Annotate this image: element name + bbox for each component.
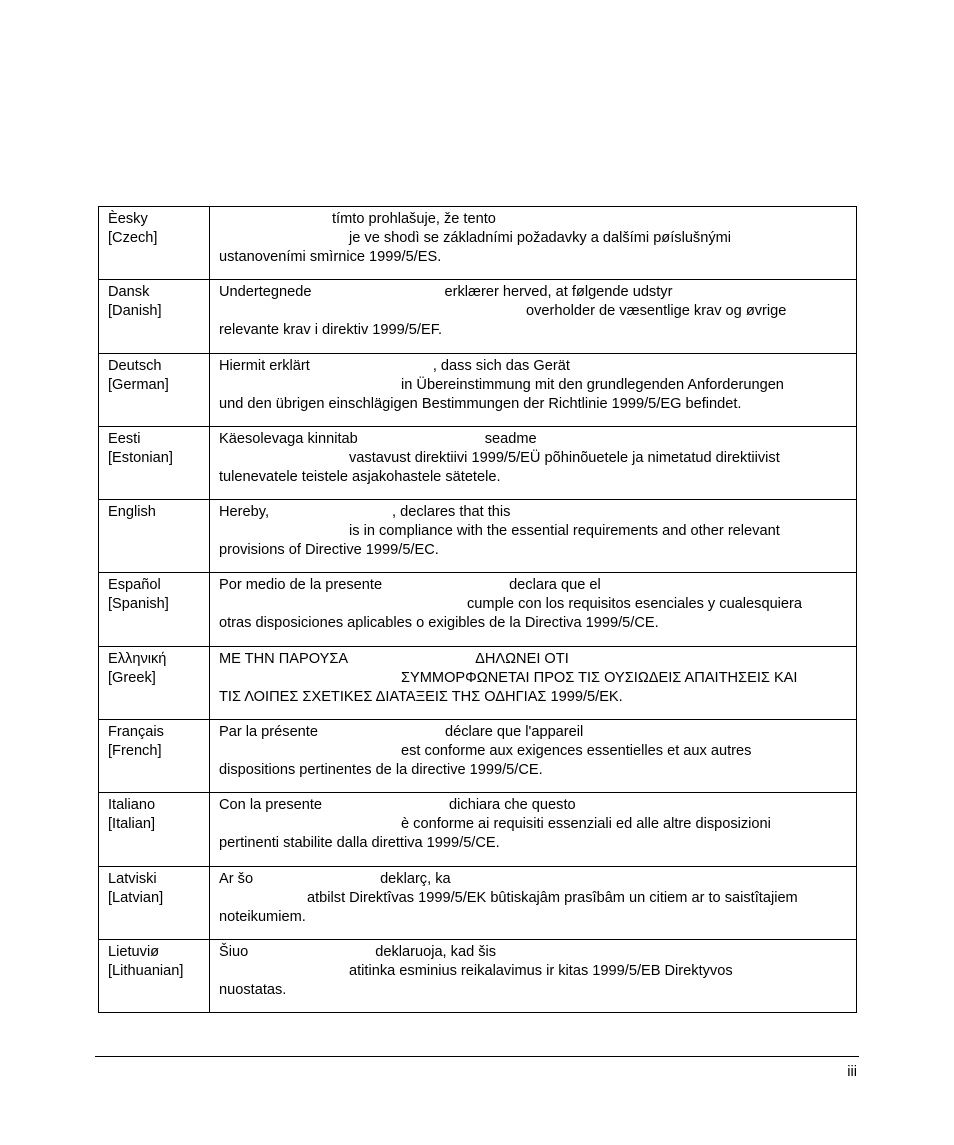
table-row: [99, 793, 857, 866]
table-row: [99, 573, 857, 646]
declaration-text-cell: [210, 720, 857, 793]
declaration-text: deklarç, ka: [380, 870, 451, 887]
declaration-line-2: [219, 376, 848, 395]
page-number: iii: [847, 1064, 857, 1080]
declaration-text: Par la présente: [219, 724, 318, 741]
declaration-text: ΜΕ ΤΗΝ ΠΑΡΟΥΣΑ: [219, 650, 349, 667]
declaration-line-2: [219, 449, 848, 468]
declaration-line-3: provisions of Directive 1999/5/EC.: [219, 542, 439, 559]
declaration-line-2: [219, 595, 848, 614]
declaration-text: is in compliance with the essential requirements and other relevant: [349, 523, 780, 540]
declaration-text: è conforme ai requisiti essenziali ed alle altre disposizioni: [401, 816, 771, 833]
declaration-of-conformity-table: [98, 206, 857, 1013]
declaration-text: ΣΥΜΜΟΡΦΩΝΕΤΑΙ ΠΡΟΣ ΤΙΣ ΟΥΣΙΩΔΕΙΣ ΑΠΑΙΤΗΣΕΙΣ ΚΑΙ: [401, 669, 798, 686]
language-english-name: [German]: [108, 376, 169, 393]
declaration-line-1: [219, 430, 848, 449]
declaration-text: déclare que l'appareil: [444, 724, 584, 741]
declaration-line-3: ustanoveními smìrnice 1999/5/ES.: [219, 249, 442, 265]
declaration-text: Hiermit erklärt: [219, 357, 310, 374]
declaration-line-3: otras disposiciones aplicables o exigibles de la Directiva 1999/5/CE.: [219, 615, 659, 632]
language-english-name: [Estonian]: [108, 449, 173, 466]
table-row: [99, 720, 857, 793]
declaration-text-cell: [210, 353, 857, 426]
language-english-name: [Latvian]: [108, 889, 164, 906]
declaration-text: declara que el: [509, 577, 601, 594]
declaration-text: Käesolevaga kinnitab: [219, 430, 358, 447]
language-english-name: [Spanish]: [108, 596, 169, 613]
language-name: Italiano: [108, 797, 156, 814]
declaration-line-2: [219, 229, 848, 248]
language-cell: [99, 426, 210, 499]
declaration-line-3: tulenevatele teistele asjakohastele sätetele.: [219, 468, 501, 485]
language-name: Français: [108, 724, 164, 741]
language-name: Eesti: [108, 430, 141, 447]
declaration-text: erklærer herved, at følgende udstyr: [444, 284, 673, 301]
table-row: [99, 280, 857, 353]
declaration-line-1: [219, 357, 848, 376]
declaration-text: vastavust direktiivi 1999/5/EÜ põhinõuetele ja nimetatud direktiivist: [349, 449, 780, 466]
declaration-line-1: [219, 503, 848, 522]
declaration-text-cell: [210, 573, 857, 646]
language-cell: [99, 646, 210, 719]
declaration-text: cumple con los requisitos esenciales y cualesquiera: [467, 596, 803, 613]
declaration-text-cell: [210, 280, 857, 353]
declaration-line-1: [219, 576, 848, 595]
declaration-text-cell: [210, 426, 857, 499]
declaration-line-1: [219, 650, 848, 669]
language-name: Español: [108, 577, 161, 594]
language-english-name: [Italian]: [108, 816, 156, 833]
declaration-text: Por medio de la presente: [219, 577, 383, 594]
declaration-line-2: [219, 815, 848, 834]
declaration-text: je ve shodì se základními požadavky a dalšími pøíslušnými: [349, 230, 732, 246]
declaration-text: seadme: [484, 430, 537, 447]
table-row: [99, 939, 857, 1012]
language-name: Èesky: [108, 211, 148, 227]
language-cell: [99, 573, 210, 646]
table-row: [99, 646, 857, 719]
declaration-line-1: [219, 283, 848, 302]
declaration-line-3: noteikumiem.: [219, 908, 306, 925]
language-name: Ελληνική: [108, 650, 167, 667]
language-cell: [99, 866, 210, 939]
declaration-text: , declares that this: [392, 504, 511, 521]
language-name: English: [108, 504, 156, 521]
language-cell: [99, 500, 210, 573]
declaration-line-2: [219, 742, 848, 761]
declaration-line-2: [219, 889, 848, 908]
language-name: Lietuviø: [108, 943, 160, 960]
declaration-text: ΔΗΛΩΝΕΙ ΟΤΙ: [475, 650, 569, 667]
declaration-line-1: [219, 796, 848, 815]
language-cell: [99, 720, 210, 793]
language-name: Latviski: [108, 870, 157, 887]
table-row: [99, 500, 857, 573]
language-cell: [99, 793, 210, 866]
language-cell: [99, 207, 210, 280]
declaration-text: Con la presente: [219, 797, 323, 814]
declaration-text: Ar šo: [219, 870, 254, 887]
language-english-name: [Lithuanian]: [108, 962, 184, 979]
declaration-text: Undertegnede: [219, 284, 312, 301]
table-row: [99, 353, 857, 426]
language-cell: [99, 280, 210, 353]
declaration-text-cell: [210, 866, 857, 939]
language-cell: [99, 353, 210, 426]
declaration-text: est conforme aux exigences essentielles et aux autres: [401, 743, 752, 760]
language-name: Deutsch: [108, 357, 162, 374]
table-row: [99, 866, 857, 939]
declaration-line-2: [219, 962, 848, 981]
declaration-text-cell: [210, 939, 857, 1012]
footer-rule: [95, 1056, 859, 1057]
declaration-line-1: [219, 723, 848, 742]
language-english-name: [French]: [108, 743, 162, 760]
declaration-text: tímto prohlašuje, že tento: [332, 211, 496, 227]
declaration-text: Hereby,: [219, 504, 270, 521]
declaration-line-3: nuostatas.: [219, 981, 287, 998]
language-cell: [99, 939, 210, 1012]
declaration-text: atitinka esminius reikalavimus ir kitas 1999/5/EB Direktyvos: [349, 962, 733, 979]
declaration-line-3: ΤΙΣ ΛΟΙΠΕΣ ΣΧΕΤΙΚΕΣ ΔΙΑΤΑΞΕΙΣ ΤΗΣ ΟΔΗΓΙΑΣ 1999/5/ΕΚ.: [219, 688, 623, 705]
declaration-text: Šiuo: [219, 943, 249, 960]
declaration-text: atbilst Direktîvas 1999/5/EK bûtiskajâm prasîbâm un citiem ar to saistîtajiem: [307, 889, 798, 906]
declaration-line-2: [219, 302, 848, 321]
declaration-line-2: [219, 669, 848, 688]
table-row: [99, 207, 857, 280]
declaration-text-cell: [210, 793, 857, 866]
language-english-name: [Greek]: [108, 669, 156, 686]
declaration-text: dichiara che questo: [449, 797, 576, 814]
declaration-line-3: dispositions pertinentes de la directive 1999/5/CE.: [219, 762, 543, 779]
declaration-text: overholder de væsentlige krav og øvrige: [526, 303, 787, 320]
declaration-text-cell: [210, 646, 857, 719]
table-row: [99, 426, 857, 499]
declaration-line-3: pertinenti stabilite dalla direttiva 1999/5/CE.: [219, 835, 500, 852]
declaration-line-3: und den übrigen einschlägigen Bestimmungen der Richtlinie 1999/5/EG befindet.: [219, 395, 742, 412]
declaration-text: , dass sich das Gerät: [432, 357, 570, 374]
declaration-text: deklaruoja, kad šis: [375, 943, 497, 960]
declaration-line-1: [219, 870, 848, 889]
language-english-name: [Danish]: [108, 303, 162, 320]
declaration-text-cell: [210, 500, 857, 573]
declaration-line-1: [219, 943, 848, 962]
declaration-line-3: relevante krav i direktiv 1999/5/EF.: [219, 322, 443, 339]
language-name: Dansk: [108, 284, 150, 301]
declaration-line-1: [219, 210, 848, 229]
declaration-line-2: [219, 522, 848, 541]
language-english-name: [Czech]: [108, 230, 158, 246]
declaration-text-cell: [210, 207, 857, 280]
declaration-text: in Übereinstimmung mit den grundlegenden Anforderungen: [401, 376, 784, 393]
